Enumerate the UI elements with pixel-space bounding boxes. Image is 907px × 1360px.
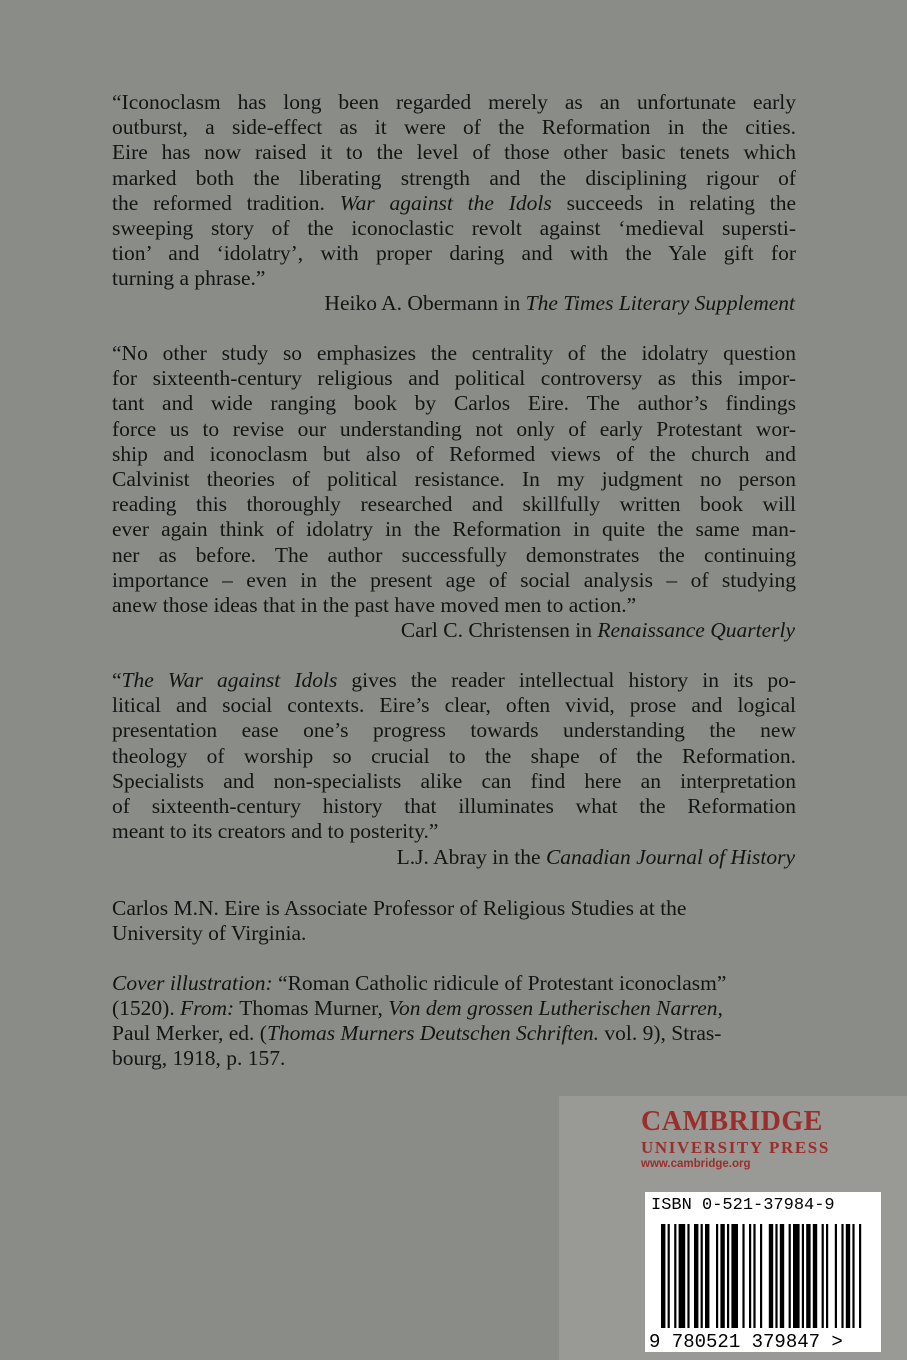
quote-3-line: of sixteenth-century history that illuminates what the Reformation (112, 794, 796, 819)
quote-2-line: anew those ideas that in the past have moved men to action.” (112, 593, 637, 618)
barcode-bar (846, 1224, 850, 1328)
barcode-bar (841, 1224, 843, 1328)
quote-1-line: Eire has now raised it to the level of those other basic tenets which (112, 140, 796, 165)
quote-1-line: sweeping story of the iconoclastic revolt against ‘medieval supersti- (112, 216, 796, 241)
publisher-url: www.cambridge.org (641, 1158, 751, 1170)
barcode-bar (720, 1224, 724, 1328)
quote-2-line: ner as before. The author successfully demonstrates the continuing (112, 542, 796, 567)
quote-3-line-mixed: “The War against Idols gives the reader intellectual history in its po- (112, 668, 797, 692)
series-title: Thomas Murners Deutschen Schriften. (266, 1021, 599, 1045)
barcode-bar (749, 1224, 751, 1328)
quote-2-line: reading this thoroughly researched and skillfully written book will (112, 492, 796, 517)
quote-3-line: presentation ease one’s progress towards understanding the new (112, 718, 796, 743)
quote-2-line: ship and iconoclasm but also of Reformed views of the church and (112, 441, 796, 466)
source-title: Von dem grossen Lutherischen Narren, (388, 996, 723, 1020)
book-title: War against the Idols (339, 190, 552, 215)
quote-1-line: tion’ and ‘idolatry’, with proper daring and with the Yale gift for (112, 241, 796, 266)
quote-1-line-mixed: the reformed tradition. War against the Idols succeeds in relating the (112, 190, 797, 215)
barcode-bar (679, 1224, 686, 1328)
barcode-bar (716, 1224, 718, 1328)
quote-2-line: importance – even in the present age of social analysis – of studying (112, 567, 796, 592)
quote-2-line: ever again think of idolatry in the Reformation in quite the same man- (112, 517, 796, 542)
quote-1-line: outburst, a side-effect as it were of the Reformation in the cities. (112, 115, 796, 140)
barcode-bar (760, 1224, 762, 1328)
barcode-icon (645, 1192, 881, 1352)
ean-digits: 9 780521 379847 > (649, 1331, 843, 1352)
author-bio-line-1: Carlos M.N. Eire is Associate Professor of Religious Studies at the (112, 896, 687, 920)
barcode-bars (661, 1224, 861, 1328)
quote-2 (112, 341, 796, 618)
source-title: Canadian Journal of History (545, 845, 795, 869)
quote-3-line: litical and social contexts. Eire’s clear, often vivid, prose and logical (112, 693, 796, 718)
barcode-bar (806, 1224, 810, 1328)
barcode-bar (701, 1224, 703, 1328)
publisher-box (559, 1096, 907, 1360)
barcode-panel (645, 1192, 881, 1352)
quote-1 (112, 90, 796, 292)
barcode-bar (753, 1224, 755, 1328)
cover-note-line-4: bourg, 1918, p. 157. (112, 1046, 286, 1070)
quote-2-line: force us to revise our understanding not only of early Protestant wor- (112, 416, 796, 441)
quote-3-line: meant to its creators and to posterity.” (112, 819, 439, 844)
quote-3 (112, 668, 796, 844)
barcode-bar (826, 1224, 828, 1328)
barcode-bar (727, 1224, 729, 1328)
quote-1-line: turning a phrase.” (112, 266, 266, 291)
barcode-bar (802, 1224, 804, 1328)
barcode-bar (731, 1224, 738, 1328)
barcode-bar (822, 1224, 824, 1328)
cover-label: Cover illustration: (112, 971, 273, 995)
barcode-bar (687, 1224, 689, 1328)
quote-3-line: theology of worship so crucial to the shape of the Reformation. (112, 743, 796, 768)
barcode-bar (775, 1224, 777, 1328)
quote-1-attribution: Heiko A. Obermann in The Times Literary Supplement (324, 291, 795, 315)
quote-2-line: for sixteenth-century religious and political controversy as this impor- (112, 366, 796, 391)
publisher-name: CAMBRIDGE (641, 1106, 823, 1137)
quote-3-attribution: L.J. Abray in the Canadian Journal of History (396, 845, 795, 869)
barcode-bar (694, 1224, 698, 1328)
barcode-bar (742, 1224, 744, 1328)
quote-2-line: tant and wide ranging book by Carlos Eire. The author’s findings (112, 391, 796, 416)
barcode-bar (789, 1224, 791, 1328)
quote-1-line: “Iconoclasm has long been regarded merely as an unfortunate early (112, 90, 796, 114)
barcode-bar (705, 1224, 709, 1328)
barcode-bar (668, 1224, 670, 1328)
quote-2-attribution: Carl C. Christensen in Renaissance Quarterly (400, 618, 795, 642)
barcode-bar (852, 1224, 854, 1328)
quote-2-line: “No other study so emphasizes the centrality of the idolatry question (112, 341, 796, 365)
barcode-bar (859, 1224, 861, 1328)
barcode-bar (813, 1224, 817, 1328)
quote-1-line: marked both the liberating strength and the disciplining rigour of (112, 165, 796, 190)
publisher-subname: UNIVERSITY PRESS (641, 1138, 830, 1157)
author-bio-line-2: University of Virginia. (112, 921, 307, 945)
from-label: From: (180, 996, 235, 1020)
barcode-bar (674, 1224, 676, 1328)
quote-2-line: Calvinist theories of political resistance. In my judgment no person (112, 467, 796, 492)
quote-3-line: Specialists and non-specialists alike can find here an interpretation (112, 768, 796, 793)
barcode-bar (793, 1224, 800, 1328)
barcode-bar (661, 1224, 665, 1328)
isbn-label: ISBN 0-521-37984-9 (651, 1196, 835, 1215)
source-title: Renaissance Quarterly (597, 618, 795, 642)
source-title: The Times Literary Supplement (525, 291, 795, 315)
book-title: The War against Idols (121, 668, 338, 692)
cover-note-line-1: Cover illustration: “Roman Catholic ridicule of Protestant iconoclasm” (112, 971, 727, 995)
cover-note-line-3: Paul Merker, ed. (Thomas Murners Deutschen Schriften. vol. 9), Stras- (112, 1021, 722, 1045)
barcode-bar (780, 1224, 784, 1328)
barcode-bar (835, 1224, 837, 1328)
cover-note-line-2: (1520). From: Thomas Murner, Von dem grossen Lutherischen Narren, (112, 996, 723, 1020)
barcode-bar (769, 1224, 773, 1328)
